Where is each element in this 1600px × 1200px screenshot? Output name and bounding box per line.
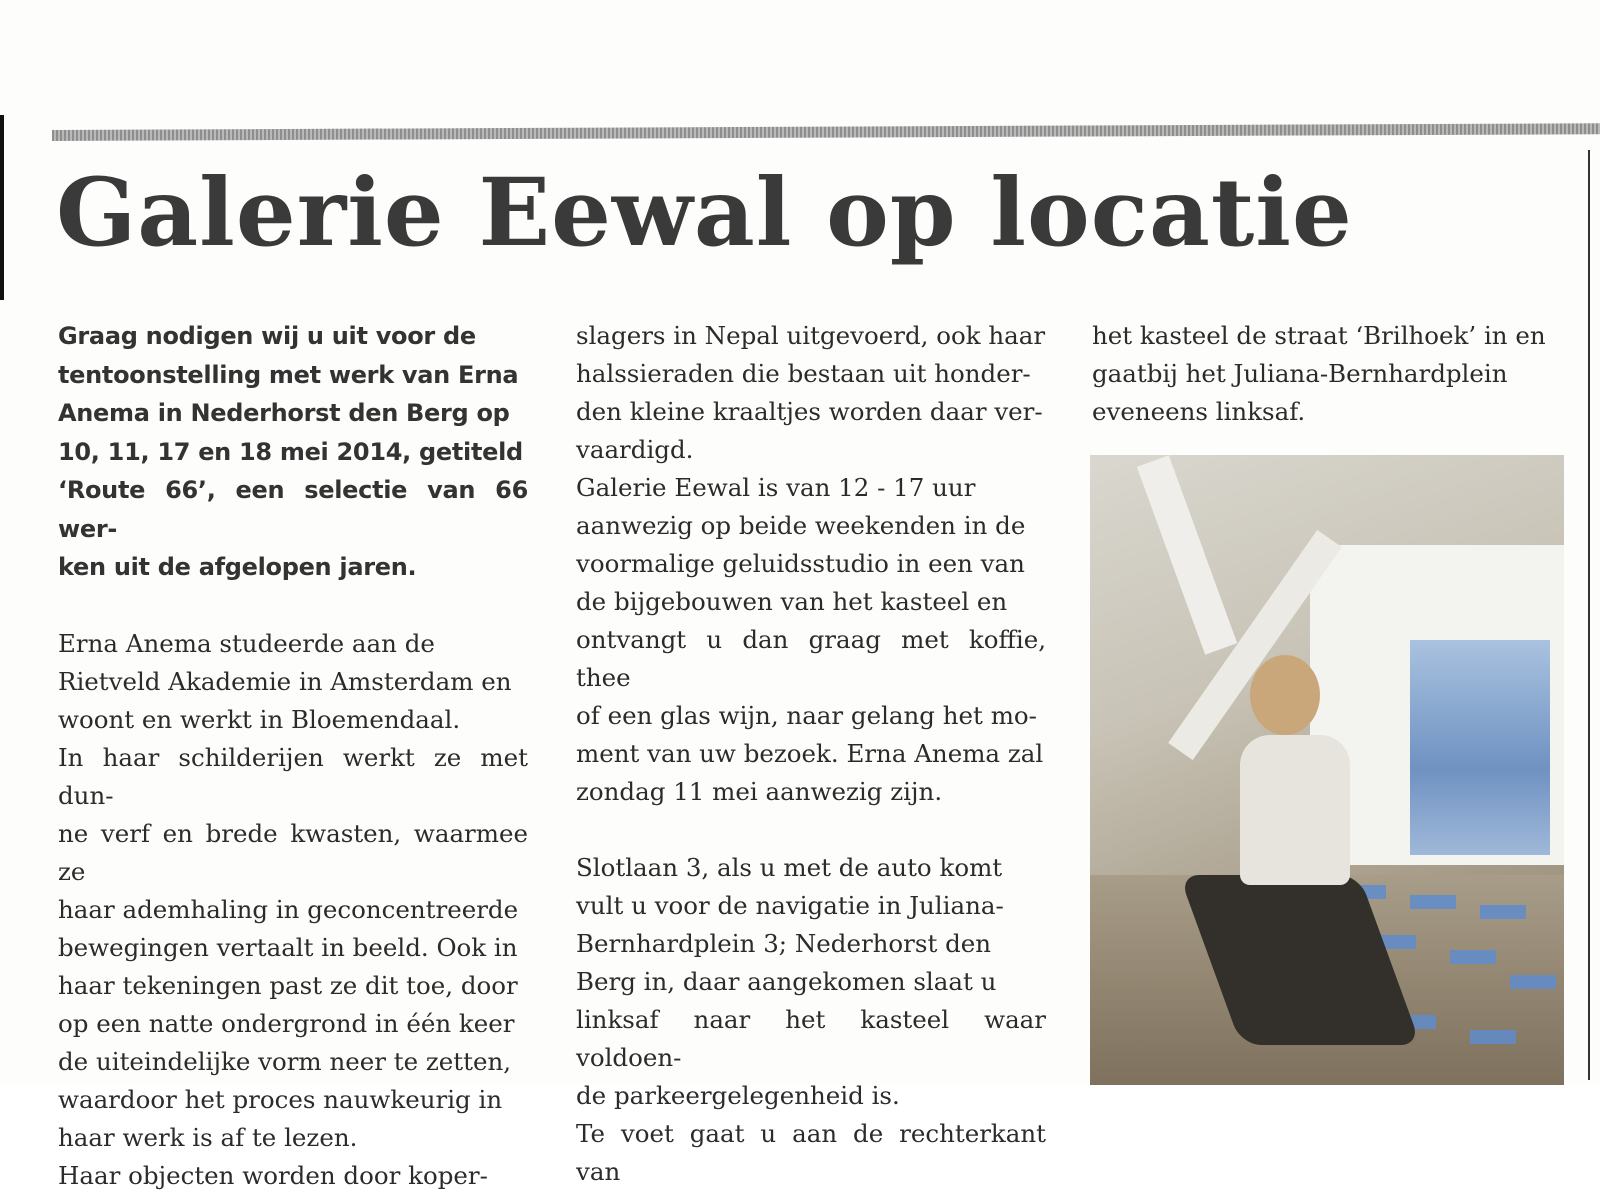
body-line: Erna Anema studeerde aan de [58,628,435,658]
body-line: ne verf en brede kwasten, waarmee ze [58,818,528,886]
painting-canvas [1410,640,1550,855]
body-line: halssieraden die bestaan uit honder- [576,359,1031,388]
body-line: ment van uw bezoek. Erna Anema zal [576,739,1044,768]
body-line: eveneens linksaf. [1092,397,1306,426]
intro-line: Anema in Nederhorst den Berg op [58,399,510,427]
body-line: Galerie Eewal is van 12 - 17 uur [576,473,976,502]
body-line: waardoor het proces nauwkeurig in [58,1084,503,1114]
body-line: woont en werkt in Bloemendaal. [58,704,461,734]
body-line: gaatbij het Juliana-Bernhardplein [1092,359,1508,388]
body-line: voormalige geluidsstudio in een van [576,549,1025,578]
article-title: Galerie Eewal op locatie [56,158,1353,268]
body-line: of een glas wijn, naar gelang het mo- [576,701,1037,730]
body-line: slagers in Nepal uitgevoerd, ook haar [576,321,1046,350]
artist-studio-photo [1090,455,1564,1085]
body-line: haar ademhaling in geconcentreerde [58,894,519,924]
scan-edge [0,115,4,300]
body-line: de uiteindelijke vorm neer te zetten, [58,1046,512,1076]
body-line: bewegingen vertaalt in beeld. Ook in [58,932,518,962]
body-line: vult u voor de navigatie in Juliana- [576,891,1004,920]
body-line: op een natte ondergrond in één keer [58,1008,515,1038]
intro-line: tentoonstelling met werk van Erna [58,360,519,389]
body-line: linksaf naar het kasteel waar voldoen- [576,1005,1046,1072]
column-1 [58,317,528,1195]
body-line: de parkeergelegenheid is. [576,1081,900,1110]
body-line: de bijgebouwen van het kasteel en [576,587,1008,616]
body-line: aanwezig op beide weekenden in de [576,511,1026,540]
body-line: haar tekeningen past ze dit toe, door [58,970,518,1000]
body-line: den kleine kraaltjes worden daar ver- [576,397,1043,426]
body-line: haar werk is af te lezen. [58,1122,358,1152]
column-3 [1092,317,1562,431]
body-line: Berg in, daar aangekomen slaat u [576,967,997,996]
artist-figure [1200,655,1390,1055]
body-line: het kasteel de straat ‘Brilhoek’ in en [1092,321,1546,350]
body-line: Haar objecten worden door koper- [58,1160,488,1190]
column-2 [576,317,1046,1191]
body-line: In haar schilderijen werkt ze met dun- [58,742,528,810]
body-line: Te voet gaat u aan de rechterkant van [576,1119,1046,1186]
body-line: ontvangt u dan graag met koffie, thee [576,625,1046,692]
intro-line: ‘Route 66’, een selectie van 66 wer- [58,476,528,543]
column-rule [1588,150,1590,1080]
body-line: Bernhardplein 3; Nederhorst den [576,929,992,958]
body-line: zondag 11 mei aanwezig zijn. [576,777,943,806]
body-line: Slotlaan 3, als u met de auto komt [576,853,1003,882]
intro-line: Graag nodigen wij u uit voor de [58,322,476,350]
body-line: Rietveld Akademie in Amsterdam en [58,666,512,696]
intro-line: 10, 11, 17 en 18 mei 2014, getiteld [58,437,523,466]
intro-line: ken uit de afgelopen jaren. [58,553,417,581]
body-line: vaardigd. [576,435,694,464]
header-rule [52,123,1600,141]
